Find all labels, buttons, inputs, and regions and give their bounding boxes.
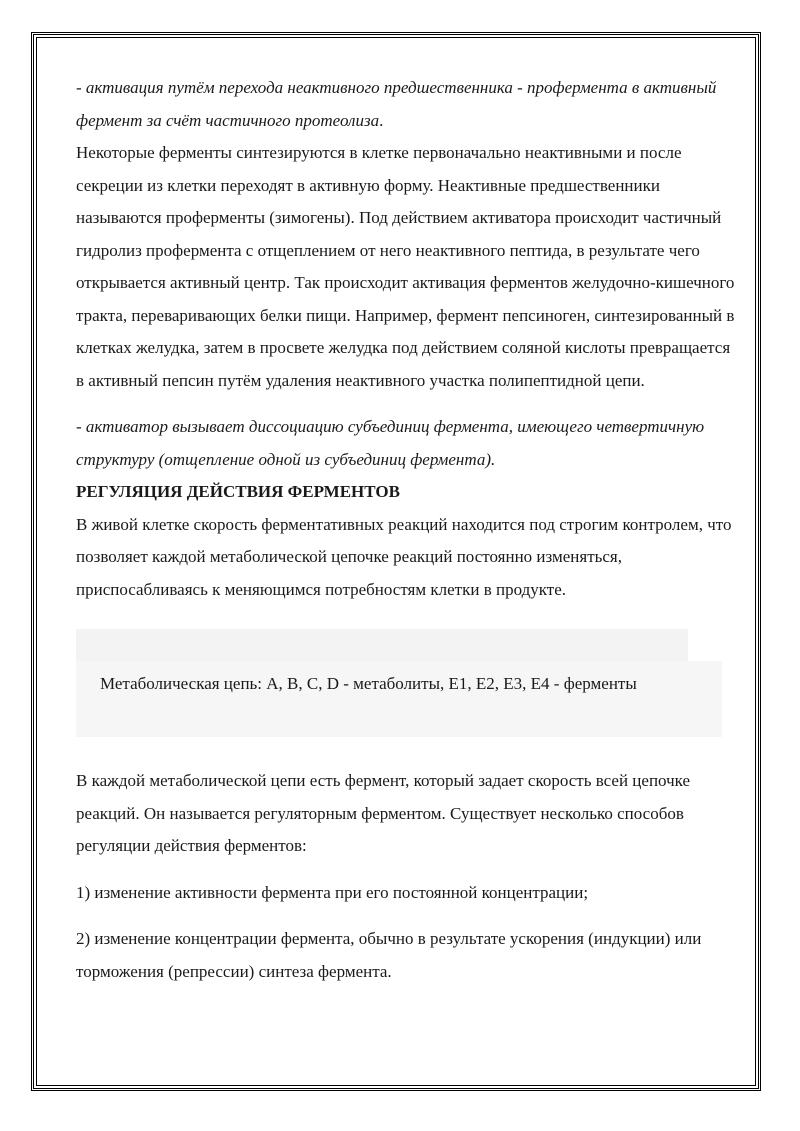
- subunit-dissociation-paragraph: - активатор вызывает диссоциацию субъединиц фермента, имеющего четвертичную структуру (отщепление одной из субъединиц фермента).: [76, 417, 705, 469]
- activation-proteolysis-tail: .: [379, 110, 384, 130]
- figure-caption: Метаболическая цепь: A, B, C, D - метаболиты, E1, E2, E3, E4 - ферменты: [100, 674, 637, 693]
- list-item-activity: 1) изменение активности фермента при его постоянной концентрации;: [76, 882, 589, 902]
- activation-proteolysis-text: - активация путём перехода неактивного предшественника - профермента в активный фермент за счёт частичного протеолиза: [76, 78, 717, 130]
- proenzymes-paragraph: Некоторые ферменты синтезируются в клетке первоначально неактивными и после секреции из клетки переходят в активную форму. Неактивные предшественники называются проферменты (зимогены). Под действием активатора происходит частичный гидролиз профермента с отщеплением от него неактивного пептида, в результате чего открывается активный центр. Так происходит активация ферментов желудочно-кишечного тракта, переваривающих белки пищи. Например, фермент пепсиноген, синтезированный в клетках желудка, затем в просвете желудка под действием соляной кислоты превращается в активный пепсин путём удаления неактивного участка полипептидной цепи.: [76, 143, 735, 390]
- regulation-intro-paragraph: В живой клетке скорость ферментативных реакций находится под строгим контролем, что позволяет каждой метаболической цепочке реакций постоянно изменяться, приспосабливаясь к меняющимся потребностям клетки в продукте.: [76, 514, 732, 599]
- list-item-concentration: 2) изменение концентрации фермента, обычно в результате ускорения (индукции) или торможения (репрессии) синтеза фермента.: [76, 929, 702, 981]
- figure-placeholder-top: [76, 629, 688, 665]
- metabolic-chain-figure: [76, 629, 736, 737]
- activation-proteolysis-paragraph: [76, 72, 736, 137]
- document-body: [76, 72, 736, 988]
- section-heading: РЕГУЛЯЦИЯ ДЕЙСТВИЯ ФЕРМЕНТОВ: [76, 482, 400, 501]
- regulatory-enzyme-paragraph: В каждой метаболической цепи есть фермент, который задает скорость всей цепочке реакций. Он называется регуляторным ферментом. Существует несколько способов регуляции действия ферментов:: [76, 771, 691, 855]
